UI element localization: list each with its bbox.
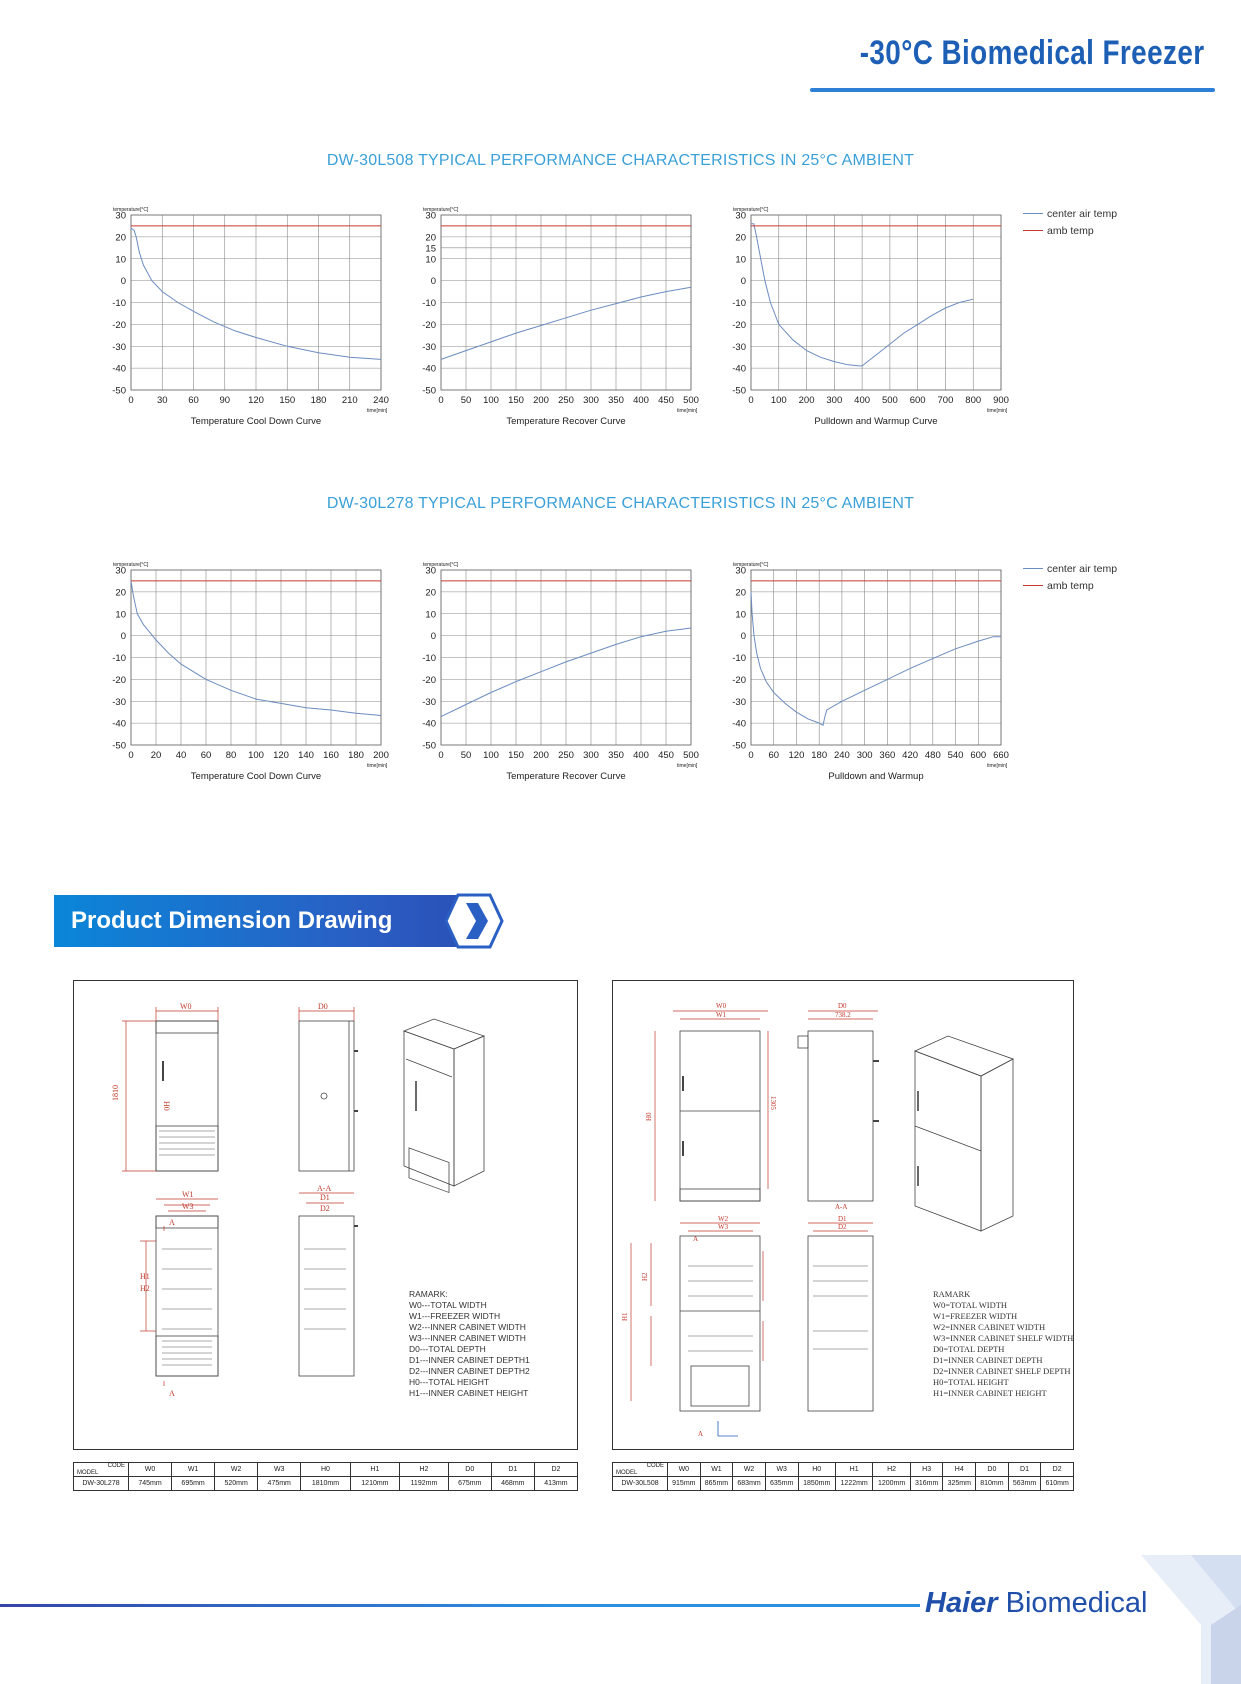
x-tick-label: 150 <box>279 395 296 406</box>
y-tick-label: -30 <box>422 341 436 353</box>
label-w1: W1 <box>182 1190 194 1199</box>
remark-list <box>933 1289 1073 1399</box>
y-tick-label: -40 <box>112 363 126 375</box>
table-corner <box>74 1463 129 1477</box>
table-cell: 1210mm <box>350 1477 399 1491</box>
x-tick-label: 500 <box>881 395 898 406</box>
y-tick-label: -10 <box>112 653 126 664</box>
x-tick-label: 0 <box>128 395 134 406</box>
x-tick-label: 400 <box>854 395 871 406</box>
x-tick-label: 100 <box>770 395 787 406</box>
table-cell: 915mm <box>668 1477 701 1491</box>
x-tick-label: 400 <box>633 750 649 761</box>
y-tick-label: 30 <box>735 565 746 577</box>
remark-list <box>409 1289 530 1399</box>
y-tick-label: 10 <box>425 609 436 621</box>
x-axis-label: time[min] <box>987 763 1008 769</box>
table-cell: 1192mm <box>400 1477 449 1491</box>
x-tick-label: 180 <box>811 750 828 761</box>
y-tick-label: -20 <box>732 319 746 331</box>
drawing-dw30l278 <box>73 980 578 1450</box>
x-tick-label: 180 <box>310 395 327 406</box>
brand-logo <box>925 1587 1147 1620</box>
x-tick-label: 0 <box>748 750 754 761</box>
chart-title: Temperature Recover Curve <box>506 416 626 427</box>
table-header: H0 <box>301 1463 350 1477</box>
remark-line: RAMARK <box>933 1289 971 1299</box>
y-tick-label: -10 <box>732 653 746 664</box>
page-title: -30°C Biomedical Freezer <box>860 34 1205 72</box>
series-line-center-air-temp <box>751 592 1001 725</box>
y-tick-label: -40 <box>732 718 746 730</box>
x-tick-label: 40 <box>175 750 187 761</box>
x-axis-label: time[min] <box>677 408 698 414</box>
x-tick-label: 210 <box>341 395 358 406</box>
label-d0: D0 <box>318 1002 328 1011</box>
x-tick-label: 300 <box>583 395 599 406</box>
label-h1: H1 <box>621 1312 629 1321</box>
table-header: W2 <box>215 1463 258 1477</box>
label-aa: A-A <box>317 1184 332 1193</box>
x-tick-label: 600 <box>909 395 926 406</box>
table-header: H2 <box>400 1463 449 1477</box>
section-caption-dw30l278: DW-30L278 TYPICAL PERFORMANCE CHARACTERISTICS IN 25°C AMBIENT <box>326 495 915 512</box>
y-tick-label: -50 <box>112 740 126 752</box>
corner-model: MODEL <box>77 1470 99 1476</box>
remark-line: H1---INNER CABINET HEIGHT <box>409 1388 529 1398</box>
table-cell: 810mm <box>976 1477 1009 1491</box>
x-tick-label: 60 <box>768 750 780 761</box>
dimension-table-dw30l278 <box>73 1462 578 1491</box>
y-tick-label: 10 <box>115 609 126 621</box>
y-tick-label: 20 <box>735 587 746 599</box>
y-tick-label: -40 <box>732 363 746 375</box>
table-header: D2 <box>534 1463 577 1477</box>
table-header: W0 <box>129 1463 172 1477</box>
table-cell: 683mm <box>733 1477 766 1491</box>
y-tick-label: -20 <box>112 674 126 686</box>
chart-title: Temperature Cool Down Curve <box>190 771 322 782</box>
y-tick-label: -30 <box>732 696 746 708</box>
section-banner <box>54 895 484 947</box>
chart-title: Temperature Cool Down Curve <box>190 416 322 427</box>
remark-line: D0---TOTAL DEPTH <box>409 1344 486 1354</box>
table-header: H4 <box>943 1463 976 1477</box>
x-tick-label: 200 <box>533 395 549 406</box>
table-header: D0 <box>448 1463 491 1477</box>
remark-line: D0=TOTAL DEPTH <box>933 1344 1005 1354</box>
x-tick-label: 660 <box>993 750 1009 761</box>
y-tick-label: 10 <box>115 254 126 266</box>
y-axis-label: temperature[°C] <box>733 207 769 213</box>
section-caption-dw30l508: DW-30L508 TYPICAL PERFORMANCE CHARACTERISTICS IN 25°C AMBIENT <box>326 152 915 169</box>
remark-line: H0---TOTAL HEIGHT <box>409 1377 490 1387</box>
table-header: W1 <box>700 1463 733 1477</box>
y-tick-label: 0 <box>120 631 126 643</box>
table-header: D1 <box>491 1463 534 1477</box>
x-tick-label: 200 <box>373 750 389 761</box>
y-tick-label: 30 <box>115 210 126 222</box>
x-tick-label: 350 <box>608 395 624 406</box>
label-d1: D1 <box>838 1215 847 1223</box>
y-tick-label: 0 <box>740 631 746 643</box>
label-height: 1810 <box>111 1085 120 1101</box>
remark-line: W0---TOTAL WIDTH <box>409 1300 487 1310</box>
y-tick-label: 20 <box>425 587 436 599</box>
x-tick-label: 160 <box>323 750 339 761</box>
table-row <box>74 1477 578 1491</box>
x-tick-label: 300 <box>826 395 843 406</box>
y-tick-label: -30 <box>112 696 126 708</box>
legend-swatch-center <box>1023 568 1043 569</box>
label-h0: H0 <box>162 1101 171 1111</box>
chart-title: Pulldown and Warmup Curve <box>814 416 938 427</box>
label-d2: D2 <box>838 1223 847 1231</box>
y-tick-label: 15 <box>425 243 436 255</box>
label-h2: H2 <box>140 1284 150 1293</box>
label-1305: 1305 <box>769 1096 777 1110</box>
y-tick-label: -10 <box>422 653 436 664</box>
table-row <box>613 1477 1074 1491</box>
table-header: D2 <box>1041 1463 1074 1477</box>
y-tick-label: 20 <box>735 232 746 244</box>
x-tick-label: 360 <box>879 750 896 761</box>
legend-label-center: center air temp <box>1047 562 1118 575</box>
legend-swatch-amb <box>1023 585 1043 586</box>
x-tick-label: 600 <box>970 750 987 761</box>
x-tick-label: 80 <box>225 750 237 761</box>
x-tick-label: 250 <box>558 395 574 406</box>
y-tick-label: -20 <box>732 674 746 686</box>
table-cell: 1810mm <box>301 1477 350 1491</box>
table-header: D0 <box>976 1463 1009 1477</box>
label-w0: W0 <box>716 1002 727 1010</box>
y-tick-label: 0 <box>430 631 436 643</box>
remark-line: W3---INNER CABINET WIDTH <box>409 1333 526 1343</box>
y-tick-label: -30 <box>112 341 126 353</box>
x-tick-label: 20 <box>150 750 162 761</box>
x-tick-label: 150 <box>508 395 524 406</box>
label-aa: A-A <box>835 1203 848 1211</box>
x-tick-label: 0 <box>438 750 444 761</box>
x-axis-label: time[min] <box>367 763 388 769</box>
x-tick-label: 400 <box>633 395 649 406</box>
table-cell: 865mm <box>700 1477 733 1491</box>
table-header: D1 <box>1008 1463 1041 1477</box>
x-tick-label: 900 <box>993 395 1009 406</box>
table-cell: 1850mm <box>798 1477 835 1491</box>
x-tick-label: 140 <box>298 750 314 761</box>
table-corner <box>613 1463 668 1477</box>
x-tick-label: 100 <box>248 750 264 761</box>
y-tick-label: 0 <box>120 276 126 288</box>
remark-line: W1=FREEZER WIDTH <box>933 1311 1018 1321</box>
table-cell-model: DW-30L278 <box>74 1477 129 1491</box>
y-tick-label: -10 <box>732 298 746 309</box>
x-tick-label: 100 <box>483 395 499 406</box>
corner-code: CODE <box>646 1463 664 1469</box>
table-cell: 635mm <box>765 1477 798 1491</box>
y-tick-label: -10 <box>112 298 126 309</box>
table-cell: 675mm <box>448 1477 491 1491</box>
x-tick-label: 200 <box>798 395 815 406</box>
chart-cooldown-dw30l508 <box>95 200 395 440</box>
banner-title: Product Dimension Drawing <box>71 907 393 934</box>
table-header: H1 <box>350 1463 399 1477</box>
footer-rule <box>0 1604 920 1607</box>
legend-swatch-amb <box>1023 230 1043 231</box>
y-tick-label: 10 <box>735 609 746 621</box>
corner-decoration <box>1141 1555 1241 1684</box>
x-tick-label: 50 <box>460 395 472 406</box>
x-tick-label: 50 <box>460 750 472 761</box>
table-cell-model: DW-30L508 <box>613 1477 668 1491</box>
table-header-row <box>613 1463 1074 1477</box>
remark-line: W2=INNER CABINET WIDTH <box>933 1322 1046 1332</box>
table-cell: 695mm <box>172 1477 215 1491</box>
remark-line: W3=INNER CABINET SHELF WIDTH <box>933 1333 1074 1343</box>
legend-dw30l278 <box>1023 560 1117 594</box>
chart-pulldown-dw30l278 <box>715 555 1015 795</box>
x-tick-label: 800 <box>965 395 982 406</box>
label-a-bottom: A <box>698 1430 704 1438</box>
label-h2: H2 <box>641 1272 649 1281</box>
x-tick-label: 100 <box>483 750 499 761</box>
y-axis-label: temperature[°C] <box>113 207 149 213</box>
table-header: H0 <box>798 1463 835 1477</box>
remark-line: W2---INNER CABINET WIDTH <box>409 1322 526 1332</box>
y-tick-label: -50 <box>732 385 746 397</box>
table-cell: 325mm <box>943 1477 976 1491</box>
y-tick-label: 20 <box>115 232 126 244</box>
label-w3: W3 <box>718 1223 729 1231</box>
x-tick-label: 60 <box>188 395 199 406</box>
y-axis-label: temperature[°C] <box>113 562 149 568</box>
x-tick-label: 500 <box>683 750 699 761</box>
remark-line: D2=INNER CABINET SHELF DEPTH <box>933 1366 1071 1376</box>
legend-swatch-center <box>1023 213 1043 214</box>
y-tick-label: 20 <box>425 232 436 244</box>
y-tick-label: -30 <box>422 696 436 708</box>
brand-suffix: Biomedical <box>997 1587 1148 1619</box>
table-cell: 468mm <box>491 1477 534 1491</box>
chevron-right-icon <box>444 893 504 949</box>
y-axis-label: temperature[°C] <box>423 207 459 213</box>
x-axis-label: time[min] <box>987 408 1008 414</box>
label-d2: D2 <box>320 1204 330 1213</box>
table-header: W3 <box>765 1463 798 1477</box>
label-h1: H1 <box>140 1272 150 1281</box>
y-axis-label: temperature[°C] <box>423 562 459 568</box>
y-tick-label: 20 <box>115 587 126 599</box>
chart-recover-dw30l278 <box>405 555 705 795</box>
remark-line: D1---INNER CABINET DEPTH1 <box>409 1355 530 1365</box>
table-cell: 563mm <box>1008 1477 1041 1491</box>
y-axis-label: temperature[°C] <box>733 562 769 568</box>
x-tick-label: 30 <box>156 395 168 406</box>
remark-line: W0=TOTAL WIDTH <box>933 1300 1008 1310</box>
remark-line: RAMARK: <box>409 1289 448 1299</box>
legend-dw30l508 <box>1023 205 1117 239</box>
x-tick-label: 700 <box>937 395 954 406</box>
y-tick-label: -20 <box>422 674 436 686</box>
x-tick-label: 350 <box>608 750 624 761</box>
corner-model: MODEL <box>616 1470 638 1476</box>
x-tick-label: 0 <box>748 395 754 406</box>
x-tick-label: 450 <box>658 395 674 406</box>
label-d0-value: 738.2 <box>835 1011 851 1019</box>
x-axis-label: time[min] <box>677 763 698 769</box>
chart-cooldown-dw30l278 <box>95 555 395 795</box>
y-tick-label: -50 <box>732 740 746 752</box>
y-tick-label: 30 <box>425 565 436 577</box>
label-w2: W2 <box>718 1215 729 1223</box>
x-tick-label: 540 <box>947 750 964 761</box>
y-tick-label: -50 <box>112 385 126 397</box>
chart-title: Temperature Recover Curve <box>506 771 626 782</box>
legend-label-center: center air temp <box>1047 207 1118 220</box>
corner-code: CODE <box>107 1463 125 1469</box>
remark-line: H1=INNER CABINET HEIGHT <box>933 1388 1047 1398</box>
x-tick-label: 120 <box>273 750 289 761</box>
table-cell: 1222mm <box>835 1477 872 1491</box>
x-axis-label: time[min] <box>367 408 388 414</box>
x-tick-label: 240 <box>833 750 850 761</box>
x-tick-label: 180 <box>348 750 364 761</box>
y-tick-label: -50 <box>422 385 436 397</box>
label-d0: D0 <box>838 1002 847 1010</box>
chart-title: Pulldown and Warmup <box>828 771 924 782</box>
x-tick-label: 90 <box>219 395 231 406</box>
table-header-row <box>74 1463 578 1477</box>
table-header: W1 <box>172 1463 215 1477</box>
y-tick-label: 10 <box>735 254 746 266</box>
x-tick-label: 60 <box>200 750 212 761</box>
table-header: H1 <box>835 1463 872 1477</box>
y-tick-label: -20 <box>422 319 436 331</box>
label-a-top: A <box>693 1235 699 1243</box>
table-header: W0 <box>668 1463 701 1477</box>
y-tick-label: -40 <box>112 718 126 730</box>
dimension-table-dw30l508 <box>612 1462 1074 1491</box>
x-tick-label: 0 <box>128 750 134 761</box>
x-tick-label: 200 <box>533 750 549 761</box>
table-header: W3 <box>258 1463 301 1477</box>
drawing-dw30l508 <box>612 980 1074 1450</box>
table-cell: 610mm <box>1041 1477 1074 1491</box>
table-header: W2 <box>733 1463 766 1477</box>
table-cell: 316mm <box>910 1477 943 1491</box>
table-cell: 520mm <box>215 1477 258 1491</box>
remark-line: H0=TOTAL HEIGHT <box>933 1377 1009 1387</box>
x-tick-label: 150 <box>508 750 524 761</box>
y-tick-label: 30 <box>115 565 126 577</box>
x-tick-label: 250 <box>558 750 574 761</box>
x-tick-label: 120 <box>788 750 805 761</box>
remark-line: W1---FREEZER WIDTH <box>409 1311 501 1321</box>
x-tick-label: 450 <box>658 750 674 761</box>
brand-name: Haier <box>925 1587 998 1619</box>
x-tick-label: 240 <box>373 395 389 406</box>
label-d1: D1 <box>320 1193 330 1202</box>
chart-recover-dw30l508 <box>405 200 705 440</box>
y-tick-label: 30 <box>425 210 436 222</box>
remark-line: D1=INNER CABINET DEPTH <box>933 1355 1043 1365</box>
y-tick-label: -20 <box>112 319 126 331</box>
y-tick-label: 0 <box>430 276 436 288</box>
label-w0: W0 <box>180 1002 192 1011</box>
legend-label-amb: amb temp <box>1047 224 1094 237</box>
x-tick-label: 480 <box>924 750 941 761</box>
y-tick-label: 30 <box>735 210 746 222</box>
y-tick-label: 0 <box>740 276 746 288</box>
remark-line: D2---INNER CABINET DEPTH2 <box>409 1366 530 1376</box>
table-cell: 413mm <box>534 1477 577 1491</box>
y-tick-label: -10 <box>422 298 436 309</box>
table-header: H2 <box>873 1463 910 1477</box>
y-tick-label: -30 <box>732 341 746 353</box>
legend-label-amb: amb temp <box>1047 579 1094 592</box>
y-tick-label: -40 <box>422 718 436 730</box>
x-tick-label: 300 <box>583 750 599 761</box>
chart-pulldown-dw30l508 <box>715 200 1015 440</box>
x-tick-label: 420 <box>902 750 919 761</box>
label-w1: W1 <box>716 1011 727 1019</box>
table-cell: 475mm <box>258 1477 301 1491</box>
label-a-bottom: A <box>169 1389 175 1398</box>
title-underline <box>810 88 1215 92</box>
table-cell: 745mm <box>129 1477 172 1491</box>
y-tick-label: -40 <box>422 363 436 375</box>
label-w3: W3 <box>182 1202 194 1211</box>
table-header: H3 <box>910 1463 943 1477</box>
x-tick-label: 120 <box>248 395 264 406</box>
label-a-top: A <box>169 1218 175 1227</box>
table-cell: 1200mm <box>873 1477 910 1491</box>
x-tick-label: 0 <box>438 395 444 406</box>
x-tick-label: 500 <box>683 395 699 406</box>
y-tick-label: 10 <box>425 254 436 266</box>
label-h0: H0 <box>645 1112 653 1121</box>
y-tick-label: -50 <box>422 740 436 752</box>
x-tick-label: 300 <box>856 750 873 761</box>
